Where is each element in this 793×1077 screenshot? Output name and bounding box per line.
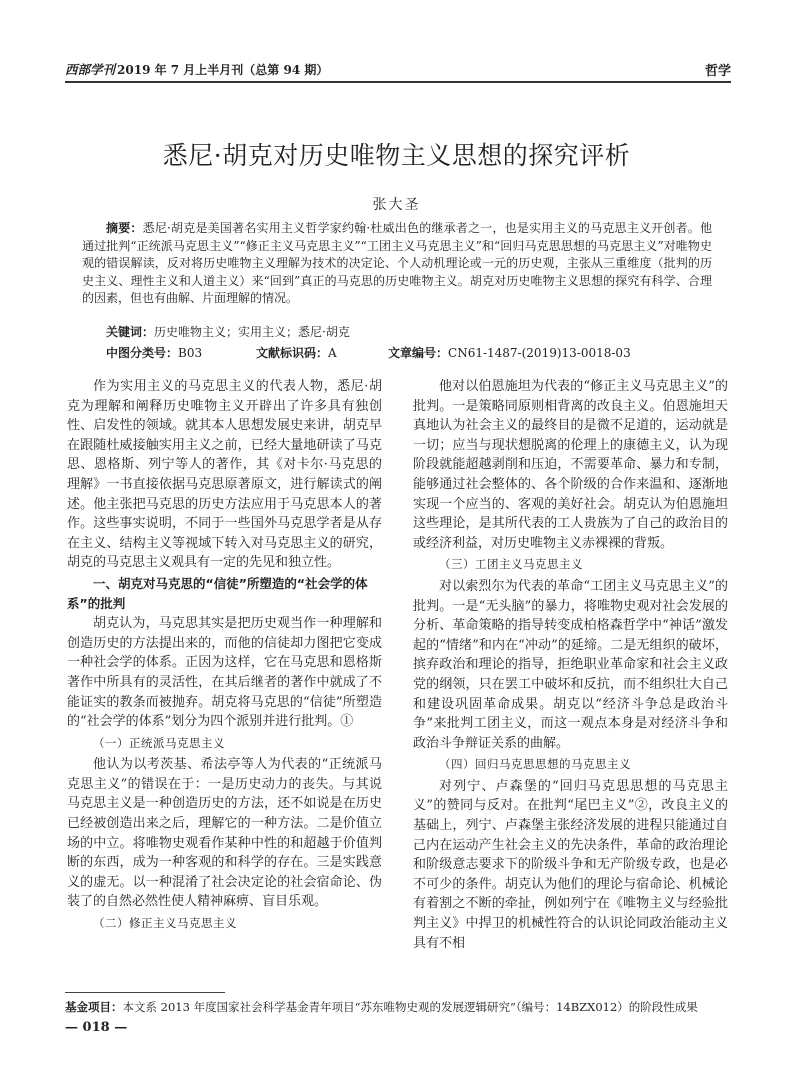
right-column: [413, 377, 728, 953]
subsection-heading-4: （四）回归马克思思想的马克思主义: [439, 757, 631, 772]
body-paragraph: 他认为以考茨基、希法亭等人为代表的“正统派马克思主义”的错误在于：一是历史动力的丧失。与其说马克思主义是一种创造历史的方法，还不如说是在历史已经被创造出来之后，理解它的一种方法。二是价值立场的中立。将唯物史观看作某种中性的和超越于价值判断的东西，成为一种客观的和科学的存在。三是实践意义的虚无。以一种混淆了社会决定论的社会宿命论、伪装了的自然必然性使人精神麻痹、盲目乐观。: [67, 757, 382, 910]
keywords-label: 关键词：: [106, 325, 155, 339]
article-title: 悉尼·胡克对历史唯物主义思想的探究评析: [162, 141, 631, 170]
keywords-text: 历史唯物主义；实用主义；悉尼·胡克: [154, 325, 350, 339]
clc-value: B03: [178, 346, 203, 360]
body-paragraph: 胡克认为，马克思其实是把历史观当作一种理解和创造历史的方法提出来的，而他的信徒却力图把它变成一种社会学的体系。正因为这样，它在马克思和恩格斯著作中所具有的灵活性，在其后继者的著作中就成了不能证实的教条而被抛弃。胡克将马克思的“信徒”所塑造的“社会学的体系”划分为四个派别并进行批判。①: [67, 616, 382, 730]
left-column: [67, 377, 382, 936]
footnote-text: 本文系 2013 年度国家社会科学基金青年项目“苏东唯物史观的发展逻辑研究”（编号：14BZX012）的阶段性成果: [122, 1000, 698, 1014]
running-header: [65, 58, 731, 80]
journal-logo: 西部学刊: [65, 62, 116, 77]
doc-code-label: 文献标识码：: [256, 346, 329, 360]
abstract-text: 悉尼·胡克是美国著名实用主义哲学家约翰·杜威出色的继承者之一，也是实用主义的马克思主义开创者。他通过批判“正统派马克思主义”“修正主义马克思主义”“工团主义马克思主义”和“回归马克思思想的马克思主义”对唯物史观的错误解读，反对将历史唯物主义理解为技术的决定论、个人动机理论或一元的历史观，主张从三重维度（批判的历史主义、理性主义和人道主义）来“回到”真正的马克思的历史唯物主义。胡克对历史唯物主义思想的探究有科学、合理的因素，但也有曲解、片面理解的情况。: [82, 221, 712, 305]
body-paragraph: 作为实用主义的马克思主义的代表人物，悉尼·胡克为理解和阐释历史唯物主义开辟出了许多具有独创性、启发性的领域。就其本人思想发展史来讲，胡克早在跟随杜威接触实用主义之前，已经大量地研读了马克思、恩格斯、列宁等人的著作，其《对卡尔·马克思的理解》一书直接依据马克思原著原文，进行解读式的阐述。他主张把马克思的历史方法应用于马克思本人的著作。这些事实说明，不同于一些国外马克思学者是从存在主义、结构主义等视域下转入对马克思主义的研究，胡克的马克思主义观具有一定的先见和独立性。: [67, 379, 382, 571]
header-divider: [65, 81, 731, 83]
subsection-heading-1: （一）正统派马克思主义: [93, 735, 225, 750]
doc-code-value: A: [328, 346, 337, 360]
page-number: — 018 —: [65, 1020, 128, 1035]
body-paragraph: 对列宁、卢森堡的“回归马克思思想的马克思主义”的赞同与反对。在批判“尾巴主义”②，改良主义的基础上，列宁、卢森堡主张经济发展的进程只能通过自己内在运动产生社会主义的先决条件，革命的政治理论和阶级意志要求下的阶级斗争和无产阶级专政，也是必不可少的条件。胡克认为他们的理论与宿命论、机械论有着割之不断的牵扯，例如列宁在《唯物主义与经验批判主义》中捍卫的机械性符合的认识论同政治能动主义具有不相: [413, 778, 728, 951]
article-number-label: 文章编号：: [388, 346, 449, 360]
subsection-heading-3: （三）工团主义马克思主义: [439, 557, 583, 572]
footnote-label: 基金项目：: [65, 1000, 123, 1014]
keywords: [106, 323, 350, 340]
body-paragraph: 他对以伯恩施坦为代表的“修正主义马克思主义”的批判。一是策略同原则相背离的改良主义。伯恩施坦天真地认为社会主义的最终目的是微不足道的，运动就是一切；应当与现状想脱离的伦理上的康德主义，认为现阶段就能超越剥削和压迫，不需要革命、暴力和专制，能够通过社会整体的、各个阶级的合作来温和、逐渐地实现一个应当的、客观的美好社会。胡克认为伯恩施坦这些理论，是其所代表的工人贵族为了自己的政治目的或经济利益，对历史唯物主义赤裸裸的背叛。: [413, 379, 728, 551]
subsection-heading-2: （二）修正主义马克思主义: [93, 916, 237, 931]
clc-label: 中图分类号：: [106, 346, 179, 360]
issue-info: 2019 年 7 月上半月刊（总第 94 期）: [117, 63, 329, 77]
section-name: 哲学: [704, 64, 731, 79]
abstract-label: 摘要：: [106, 221, 143, 235]
body-paragraph: 对以索烈尔为代表的革命“工团主义马克思主义”的批判。一是“无头脑”的暴力，将唯物史观对社会发展的分析、革命策略的指导转变成柏格森哲学中“神话”激发起的“情绪”和内在“冲动”的延缔。二是无组织的破坏，摈弃政治和理论的指导，拒绝职业革命家和社会主义政党的纲领，只在罢工中破坏和反抗，而不组织壮大自己和建设巩固革命成果。胡克以“经济斗争总是政治斗争”来批判工团主义，而这一观点本身是对经济斗争和政治斗争辩证关系的曲解。: [413, 578, 728, 751]
article-author: 张大圣: [372, 197, 421, 213]
section-heading-1: 一、胡克对马克思的“信徒”所塑造的“社会学的体系”的批判: [67, 575, 368, 611]
footnote-divider: [65, 992, 225, 993]
header-journal-info: [65, 60, 328, 78]
article-number-value: CN61-1487-(2019)13-0018-03: [448, 346, 631, 360]
footnote: [65, 999, 731, 1015]
abstract: [82, 220, 712, 308]
